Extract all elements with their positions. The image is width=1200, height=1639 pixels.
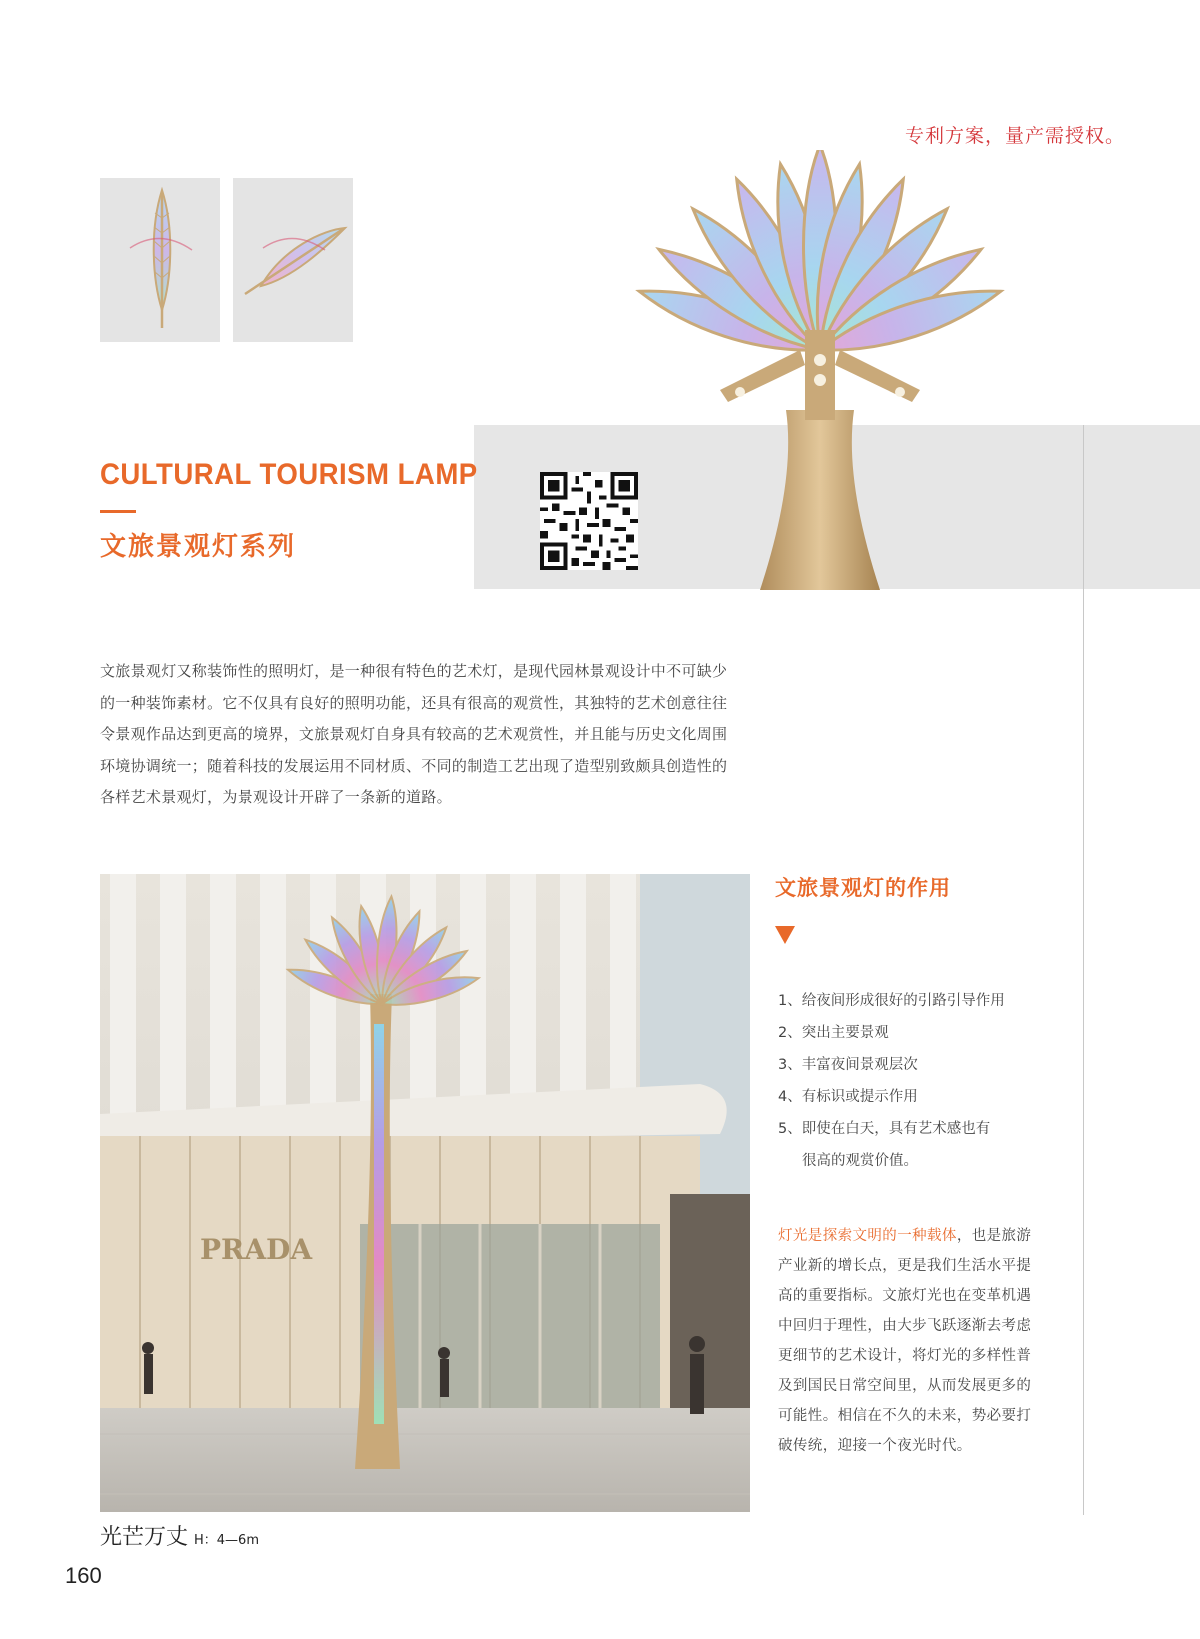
page-number: 160 [65,1563,102,1588]
store-sign: PRADA [200,1233,313,1266]
function-list [778,985,1078,1177]
list-item: 5、即使在白天，具有艺术感也有 [778,1121,991,1137]
paragraph-highlight: 灯光是探索文明的一种载体 [778,1228,957,1244]
intro-line: 的一种装饰素材。它不仅具有良好的照明功能，还具有很高的观赏性，其独特的艺术创意往往 [100,693,728,712]
title-chinese: 文旅景观灯系列 [100,532,297,562]
intro-line: 令景观作品达到更高的境界，文旅景观灯自身具有较高的艺术观赏性，并且能与历史文化周围 [100,725,728,743]
leaf-thumbnail-vertical [100,178,220,342]
qr-code [540,472,638,570]
leaf-thumbnail-angled [233,178,353,342]
intro-paragraph [100,656,768,814]
title-english: CULTURAL TOURISM LAMP [100,458,478,491]
patent-note: 专利方案，量产需授权。 [905,125,1126,147]
list-item: 3、丰富夜间景观层次 [778,1057,918,1073]
product-caption [100,1520,259,1551]
list-item: 4、有标识或提示作用 [778,1089,918,1105]
list-item: 2、突出主要景观 [778,1025,889,1041]
intro-line: 文旅景观灯又称装饰性的照明灯，是一种很有特色的艺术灯，是现代园林景观设计中不可缺少 [100,662,728,680]
list-item: 1、给夜间形成很好的引路引导作用 [778,993,1005,1009]
intro-line: 环境协调统一；随着科技的发展运用不同材质、不同的制造工艺出现了造型别致颇具创造性的 [100,756,728,775]
product-height: H：4—6m [194,1533,259,1548]
intro-line: 各样艺术景观灯，为景观设计开辟了一条新的道路。 [100,788,452,806]
title-divider [100,510,136,513]
closing-paragraph [778,1221,1038,1461]
section-title: 文旅景观灯的作用 [775,876,951,900]
list-item: 很高的观赏价值。 [802,1153,918,1169]
lamp-scene-photo [100,874,750,1512]
down-triangle-icon [775,926,795,944]
product-name: 光芒万丈 [100,1525,189,1550]
paragraph-text: ，也是旅游产业新的增长点，更是我们生活水平提高的重要指标。文旅灯光也在变革机遇中回归于理性，由大步飞跃逐渐去考虑更细节的艺术设计，将灯光的多样性普及到国民日常空间里，从而发展更多的可能性。相信在不久的未来，势必要打破传统，迎接一个夜光时代。 [778,1228,1032,1454]
